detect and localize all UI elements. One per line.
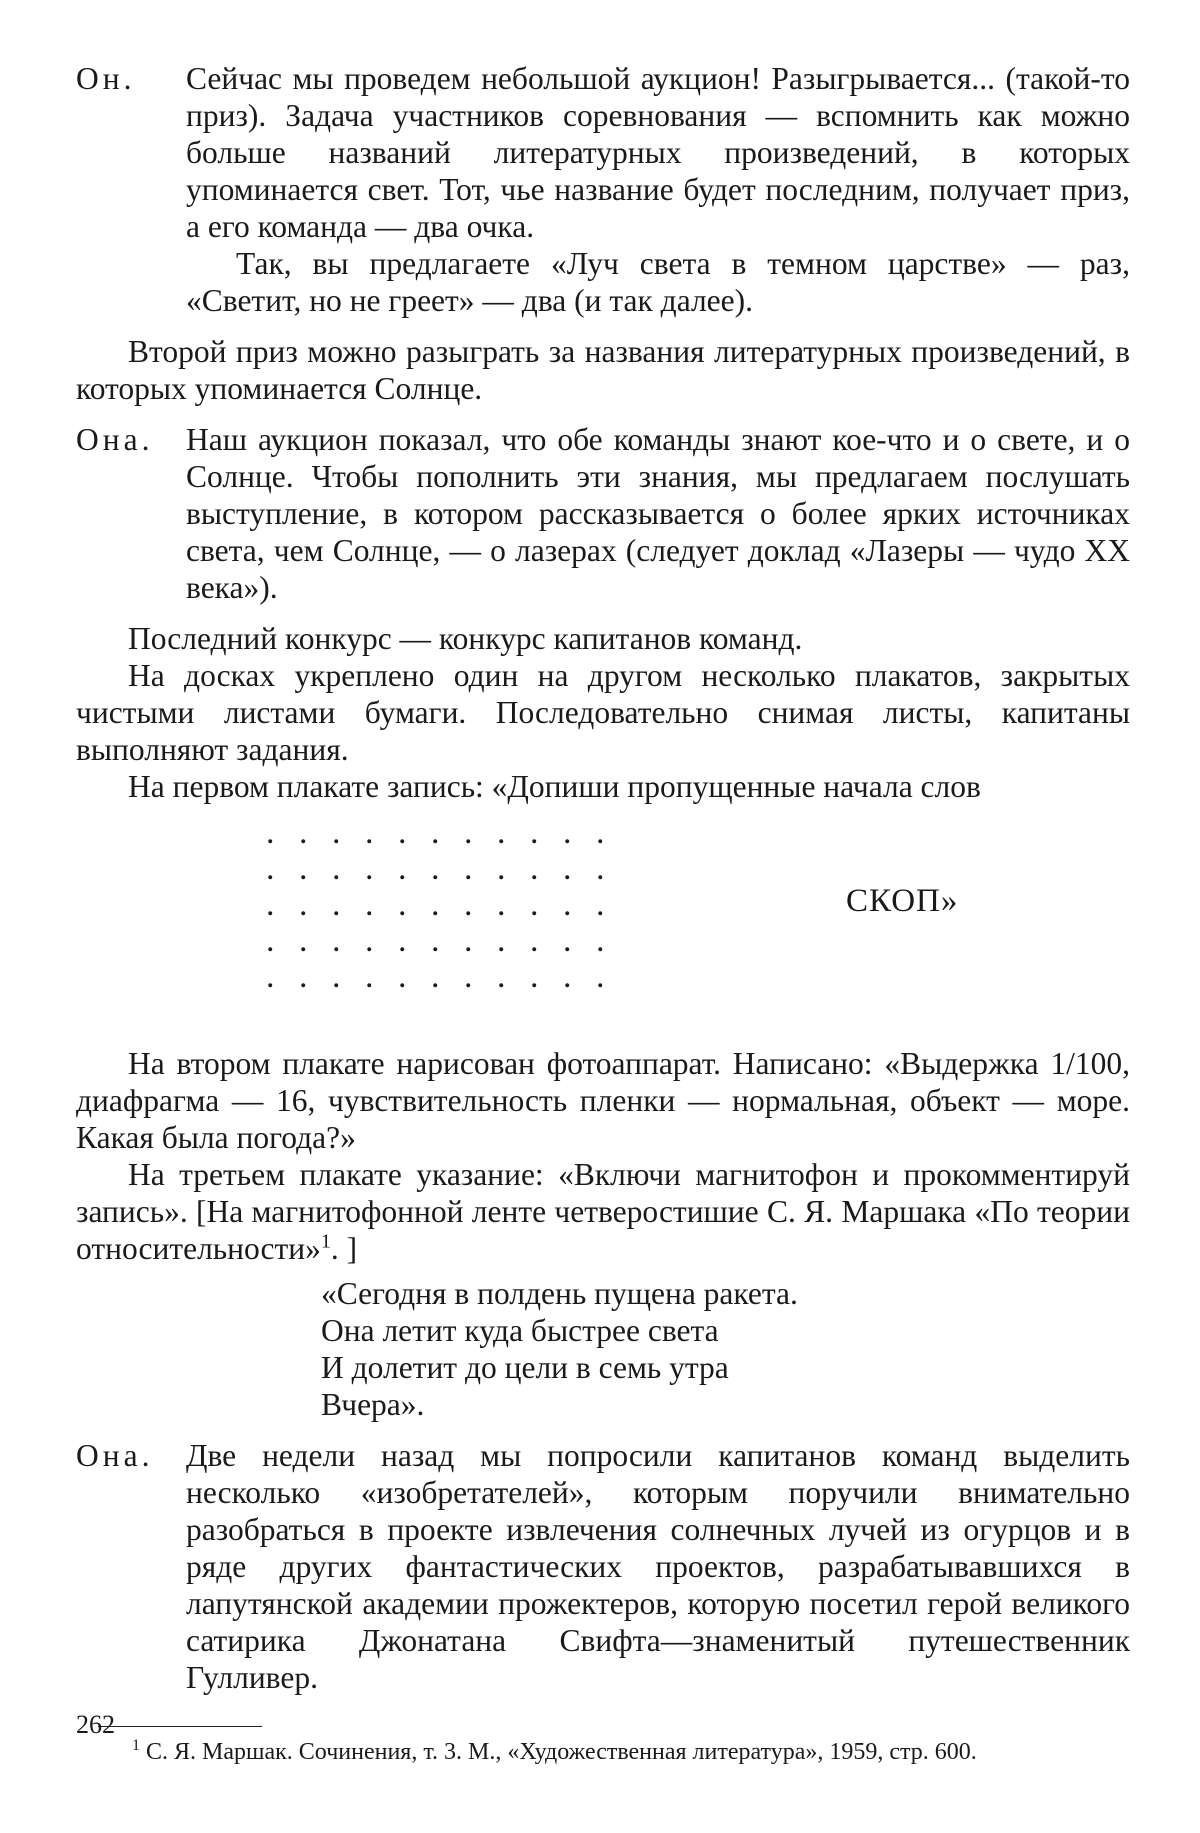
poem-line: Она летит куда быстрее света — [321, 1313, 719, 1348]
paragraph-text: На третьем плакате указание: «Включи магнитофон и прокомментируй запись». [На магнитофонной ленте четверостишие С. Я. Маршака «По теории относительности» — [76, 1157, 1130, 1266]
dotted-blanks — [266, 815, 613, 995]
poem-quatrain — [321, 1275, 1130, 1423]
footnote-marker: 1 — [132, 1737, 140, 1754]
paragraph: Второй приз можно разыграть за названия литературных произведений, в которых упоминается Солнце. — [76, 334, 1130, 406]
dialogue-text: Сейчас мы проведем небольшой аукцион! Разыгрывается... (такой-то приз). Задача участников соревнования — вспомнить как можно больше названий литературных произведений, в которых упоминается свет. Тот, чье название будет последним, получает приз, а его команда — два очка. — [186, 61, 1130, 244]
speaker-label: Он. — [76, 61, 136, 96]
paragraph: На втором плакате нарисован фотоаппарат. Написано: «Выдержка 1/100, диафрагма — 16, чувствительность пленки — нормальная, объект — море. Какая была погода?» — [76, 1046, 1130, 1155]
paragraph: Последний конкурс — конкурс капитанов команд. — [128, 621, 803, 656]
dotted-row: . . . . . . . . . . . — [266, 886, 613, 923]
speaker-label: Она. — [76, 1438, 154, 1473]
footnote-divider — [98, 1726, 262, 1727]
paragraph: На досках укреплено один на другом несколько плакатов, закрытых чистыми листами бумаги. Последовательно снимая листы, капитаны выполняют задания. — [76, 658, 1130, 767]
dialogue-text: Две недели назад мы попросили капитанов команд выделить несколько «изобретателей», которым поручили внимательно разобраться в проекте извлечения солнечных лучей из огурцов и в ряде других фантастических проектов, разрабатывавшихся в лапутянской академии прожектеров, которую посетил герой великого сатирика Джонатана Свифта—знаменитый путешественник Гулливер. — [186, 1438, 1130, 1695]
speaker-label: Она. — [76, 422, 154, 457]
dotted-row: . . . . . . . . . . . — [266, 922, 613, 959]
dialogue-she — [76, 1437, 1130, 1696]
paragraph: На первом плакате запись: «Допиши пропущенные начала слов — [128, 769, 981, 804]
footnote-text: С. Я. Маршак. Сочинения, т. 3. М., «Художественная литература», 1959, стр. 600. — [140, 1739, 977, 1765]
footnote-ref: 1 — [320, 1230, 331, 1253]
dialogue-continuation: Так, вы предлагаете «Луч света в темном царстве» — раз, «Светит, но не греет» — два (и так далее). — [186, 246, 1130, 318]
paragraph — [76, 1156, 1130, 1267]
dotted-row: . . . . . . . . . . . — [266, 850, 613, 887]
page-number: 262 — [76, 1710, 115, 1739]
dotted-row: . . . . . . . . . . . — [266, 814, 613, 851]
poem-line: «Сегодня в полдень пущена ракета. — [321, 1276, 798, 1311]
paragraph-tail: . ] — [330, 1231, 358, 1266]
dialogue-he — [76, 60, 1130, 319]
poem-line: И долетит до цели в семь утра — [321, 1350, 729, 1385]
dotted-row: . . . . . . . . . . . — [266, 958, 613, 995]
word-ending: СКОП» — [846, 883, 959, 919]
poem-line: Вчера». — [321, 1387, 425, 1422]
footnote — [76, 1737, 1130, 1767]
dialogue-text: Наш аукцион показал, что обе команды знают кое-что и о свете, и о Солнце. Чтобы пополнить эти знания, мы предлагаем послушать выступление, в котором рассказывается о более ярких источниках света, чем Солнце, — о лазерах (следует доклад «Лазеры — чудо XX века»). — [186, 422, 1130, 605]
dialogue-she — [76, 421, 1130, 606]
poster-word-puzzle — [76, 815, 1130, 1025]
